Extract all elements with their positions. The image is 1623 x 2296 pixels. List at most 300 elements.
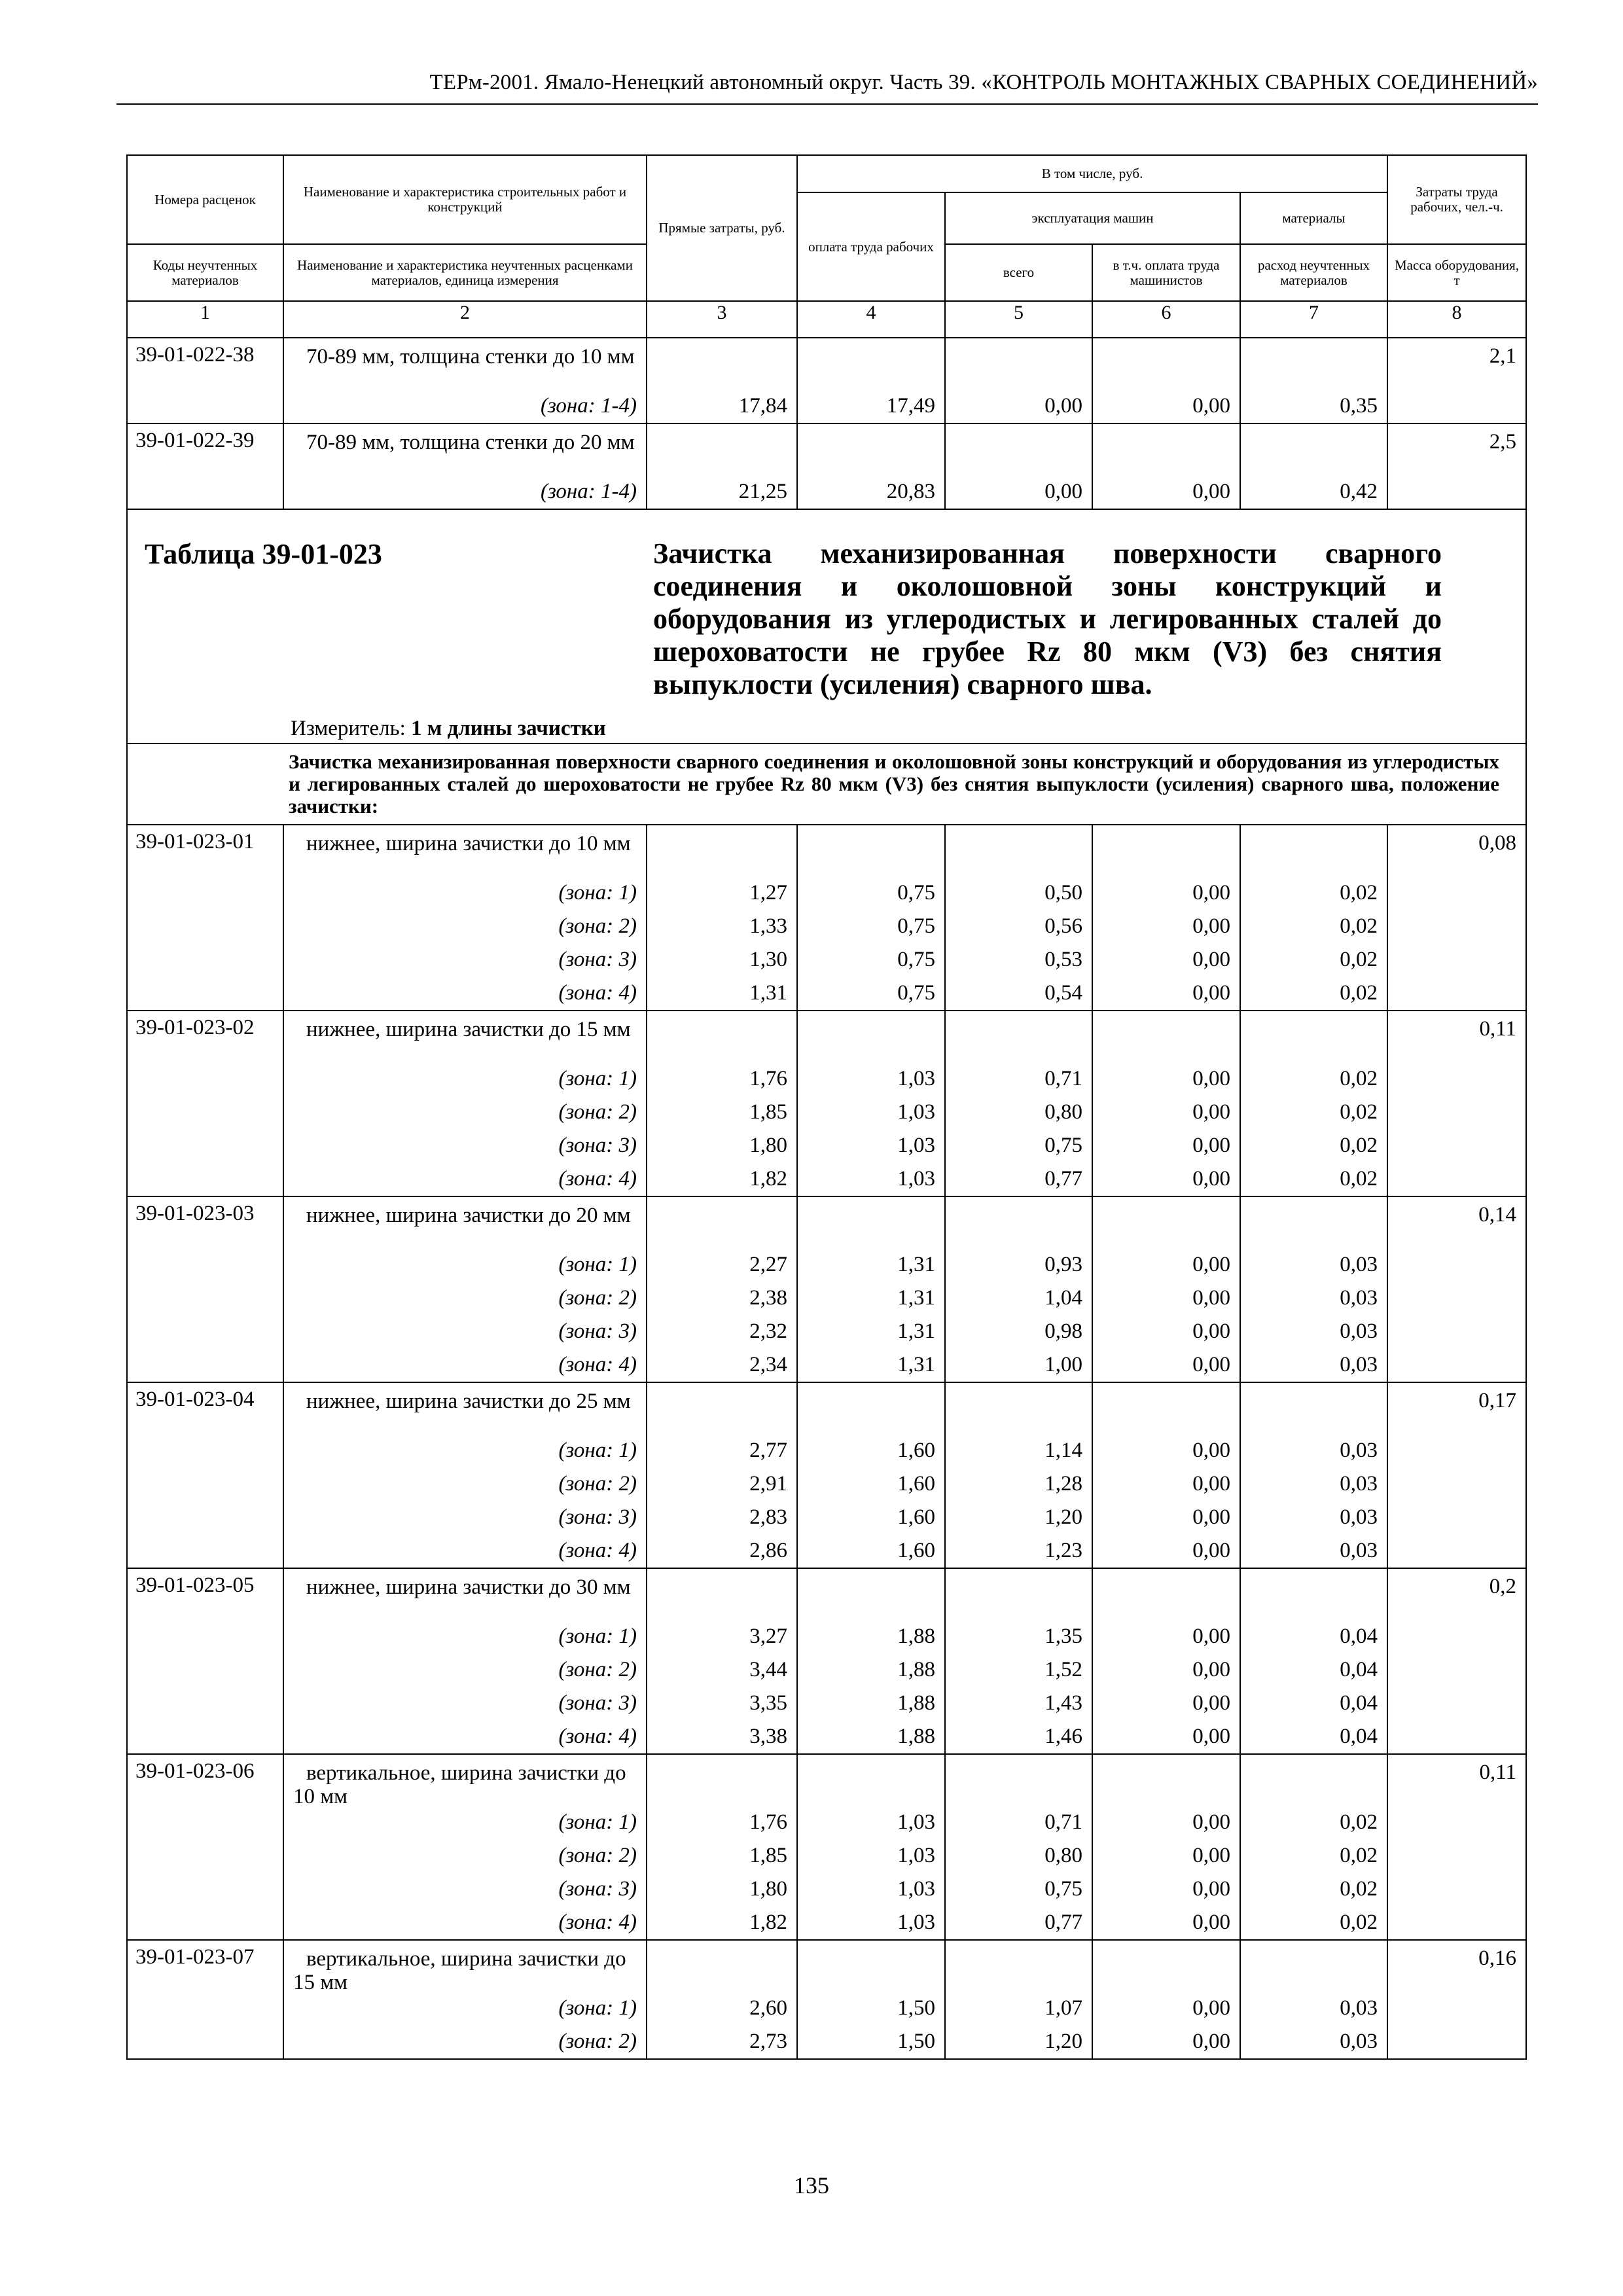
materials-cost: 0,02 bbox=[1340, 1067, 1378, 1090]
rate-code-cell bbox=[127, 1196, 283, 1382]
header-col8-top: Затраты труда рабочих, чел.-ч. bbox=[1387, 155, 1526, 244]
machinist-pay-cell bbox=[1092, 1568, 1240, 1754]
materials-cost-cell bbox=[1240, 1568, 1387, 1754]
header-col4: оплата труда рабочих bbox=[797, 192, 945, 301]
machines-total: 0,71 bbox=[1044, 1067, 1082, 1090]
labor-hours: 0,17 bbox=[1478, 1389, 1517, 1412]
labor-hours-cell bbox=[1387, 825, 1526, 1011]
zone-label: (зона: 3) bbox=[558, 1134, 637, 1157]
materials-cost: 0,02 bbox=[1340, 914, 1378, 938]
materials-cost: 0,03 bbox=[1340, 1439, 1378, 1462]
labor-pay: 0,75 bbox=[897, 981, 935, 1005]
labor-pay-cell bbox=[797, 825, 945, 1011]
work-name: вертикальное, ширина зачистки до 15 мм bbox=[293, 1947, 626, 1994]
materials-cost: 0,02 bbox=[1340, 981, 1378, 1005]
price-row bbox=[127, 825, 1526, 1011]
machines-total: 0,98 bbox=[1044, 1319, 1082, 1343]
machines-total: 0,00 bbox=[1044, 480, 1082, 503]
direct-cost-cell bbox=[647, 1940, 797, 2059]
machinist-pay: 0,00 bbox=[1192, 1910, 1230, 1934]
rate-code: 39-01-023-04 bbox=[135, 1388, 255, 1411]
materials-cost: 0,02 bbox=[1340, 1167, 1378, 1191]
labor-hours: 0,16 bbox=[1478, 1946, 1517, 1970]
header-machines: эксплуатация машин bbox=[945, 192, 1240, 244]
work-name: вертикальное, ширина зачистки до 10 мм bbox=[293, 1761, 626, 1808]
zone-label: (зона: 3) bbox=[558, 1505, 637, 1529]
column-number: 7 bbox=[1240, 301, 1387, 338]
direct-cost: 3,38 bbox=[749, 1725, 787, 1748]
zone-label: (зона: 1) bbox=[558, 881, 637, 905]
labor-pay: 17,49 bbox=[886, 394, 935, 418]
measure-label: Измеритель: bbox=[291, 717, 412, 740]
column-numbers-row bbox=[127, 301, 1526, 338]
labor-pay: 1,03 bbox=[897, 1910, 935, 1934]
rate-code-cell bbox=[127, 825, 283, 1011]
materials-cost: 0,35 bbox=[1340, 394, 1378, 418]
group-description: Зачистка механизированная поверхности сварного соединения и околошовной зоны конструкций и оборудования из углеродистых и легированных сталей до шероховатости не грубее Rz 80 мкм (V3) без снятия выпуклости (усиления) сварного шва, положение зачистки: bbox=[283, 744, 1526, 825]
machines-total: 1,43 bbox=[1044, 1691, 1082, 1715]
machinist-pay-cell bbox=[1092, 825, 1240, 1011]
machinist-pay: 0,00 bbox=[1192, 1691, 1230, 1715]
materials-cost-cell bbox=[1240, 1754, 1387, 1940]
zone-label: (зона: 1-4) bbox=[540, 480, 637, 503]
zone-label: (зона: 4) bbox=[558, 1910, 637, 1934]
labor-hours: 2,1 bbox=[1489, 344, 1517, 368]
machines-total-cell bbox=[945, 1940, 1092, 2059]
materials-cost: 0,03 bbox=[1340, 1996, 1378, 2020]
rate-code: 39-01-023-02 bbox=[135, 1016, 255, 1039]
labor-pay: 1,88 bbox=[897, 1691, 935, 1715]
zone-label: (зона: 3) bbox=[558, 1877, 637, 1901]
materials-cost-cell bbox=[1240, 338, 1387, 423]
materials-cost: 0,03 bbox=[1340, 1539, 1378, 1562]
labor-hours-cell bbox=[1387, 1196, 1526, 1382]
measure-value: 1 м длины зачистки bbox=[411, 717, 606, 740]
zone-label: (зона: 1-4) bbox=[540, 394, 637, 418]
labor-pay: 0,75 bbox=[897, 914, 935, 938]
machinist-pay: 0,00 bbox=[1192, 1319, 1230, 1343]
column-number: 1 bbox=[127, 301, 283, 338]
machines-total: 1,20 bbox=[1044, 2030, 1082, 2053]
header-col2-bottom: Наименование и характеристика неучтенных расценками материалов, единица измерения bbox=[283, 244, 647, 301]
direct-cost-cell bbox=[647, 1196, 797, 1382]
materials-cost: 0,03 bbox=[1340, 1286, 1378, 1310]
materials-cost-cell bbox=[1240, 825, 1387, 1011]
machinist-pay: 0,00 bbox=[1192, 881, 1230, 905]
machinist-pay: 0,00 bbox=[1192, 1134, 1230, 1157]
machinist-pay: 0,00 bbox=[1192, 1539, 1230, 1562]
labor-hours: 0,11 bbox=[1479, 1017, 1517, 1041]
work-name: 70-89 мм, толщина стенки до 10 мм bbox=[306, 345, 635, 368]
labor-pay: 1,50 bbox=[897, 1996, 935, 2020]
labor-pay-cell bbox=[797, 1754, 945, 1940]
labor-pay-cell bbox=[797, 1196, 945, 1382]
machines-total: 1,23 bbox=[1044, 1539, 1082, 1562]
machinist-pay: 0,00 bbox=[1192, 1658, 1230, 1681]
direct-cost: 1,82 bbox=[749, 1167, 787, 1191]
zone-label: (зона: 2) bbox=[558, 1844, 637, 1867]
zone-label: (зона: 2) bbox=[558, 1472, 637, 1496]
labor-pay: 0,75 bbox=[897, 881, 935, 905]
direct-cost: 2,38 bbox=[749, 1286, 787, 1310]
group-desc-spacer bbox=[127, 744, 283, 825]
direct-cost: 1,80 bbox=[749, 1877, 787, 1901]
header-col6: в т.ч. оплата труда машинистов bbox=[1092, 244, 1240, 301]
machinist-pay: 0,00 bbox=[1192, 1067, 1230, 1090]
price-row bbox=[127, 1754, 1526, 1940]
work-name-cell bbox=[283, 338, 647, 423]
materials-cost: 0,02 bbox=[1340, 1910, 1378, 1934]
direct-cost: 21,25 bbox=[738, 480, 787, 503]
labor-hours-cell bbox=[1387, 1940, 1526, 2059]
rate-code: 39-01-022-39 bbox=[135, 429, 255, 452]
direct-cost: 2,27 bbox=[749, 1253, 787, 1276]
zone-label: (зона: 2) bbox=[558, 1658, 637, 1681]
work-name-cell bbox=[283, 1568, 647, 1754]
machinist-pay: 0,00 bbox=[1192, 1286, 1230, 1310]
labor-pay-cell bbox=[797, 1940, 945, 2059]
direct-cost: 1,80 bbox=[749, 1134, 787, 1157]
direct-cost: 3,35 bbox=[749, 1691, 787, 1715]
labor-pay: 1,50 bbox=[897, 2030, 935, 2053]
header-col1-bottom: Коды неучтенных материалов bbox=[127, 244, 283, 301]
work-name-cell bbox=[283, 1196, 647, 1382]
materials-cost-cell bbox=[1240, 1196, 1387, 1382]
machines-total: 0,93 bbox=[1044, 1253, 1082, 1276]
direct-cost: 2,34 bbox=[749, 1353, 787, 1376]
materials-cost: 0,03 bbox=[1340, 2030, 1378, 2053]
rate-code: 39-01-022-38 bbox=[135, 343, 255, 367]
price-row bbox=[127, 1940, 1526, 2059]
running-head: ТЕРм-2001. Ямало-Ненецкий автономный округ. Часть 39. «КОНТРОЛЬ МОНТАЖНЫХ СВАРНЫХ СОЕДИНЕНИЙ» bbox=[429, 71, 1538, 94]
machines-total: 1,46 bbox=[1044, 1725, 1082, 1748]
zone-label: (зона: 1) bbox=[558, 1439, 637, 1462]
machines-total: 0,75 bbox=[1044, 1134, 1082, 1157]
header-col8-bottom: Масса оборудования, т bbox=[1387, 244, 1526, 301]
machines-total-cell bbox=[945, 1568, 1092, 1754]
materials-cost: 0,03 bbox=[1340, 1472, 1378, 1496]
price-row bbox=[127, 1382, 1526, 1568]
machines-total: 0,75 bbox=[1044, 1877, 1082, 1901]
materials-cost-cell bbox=[1240, 423, 1387, 509]
header-col5: всего bbox=[945, 244, 1092, 301]
zone-label: (зона: 4) bbox=[558, 1539, 637, 1562]
labor-pay: 1,31 bbox=[897, 1286, 935, 1310]
column-number: 4 bbox=[797, 301, 945, 338]
work-name-cell bbox=[283, 1382, 647, 1568]
work-name-cell bbox=[283, 1011, 647, 1196]
header-col1-top: Номера расценок bbox=[127, 155, 283, 244]
labor-pay-cell bbox=[797, 1382, 945, 1568]
table-title-block bbox=[127, 509, 1526, 744]
machines-total-cell bbox=[945, 825, 1092, 1011]
zone-label: (зона: 2) bbox=[558, 1100, 637, 1124]
machines-total: 0,50 bbox=[1044, 881, 1082, 905]
direct-cost: 1,85 bbox=[749, 1100, 787, 1124]
zone-label: (зона: 3) bbox=[558, 948, 637, 971]
rate-code-cell bbox=[127, 1568, 283, 1754]
direct-cost: 2,83 bbox=[749, 1505, 787, 1529]
direct-cost: 3,27 bbox=[749, 1624, 787, 1648]
rate-code-cell bbox=[127, 1940, 283, 2059]
labor-hours: 0,08 bbox=[1478, 831, 1517, 855]
machines-total: 1,35 bbox=[1044, 1624, 1082, 1648]
direct-cost: 3,44 bbox=[749, 1658, 787, 1681]
labor-pay: 0,75 bbox=[897, 948, 935, 971]
direct-cost-cell bbox=[647, 825, 797, 1011]
materials-cost: 0,02 bbox=[1340, 1810, 1378, 1834]
zone-label: (зона: 4) bbox=[558, 1353, 637, 1376]
machines-total: 0,00 bbox=[1044, 394, 1082, 418]
machines-total: 1,00 bbox=[1044, 1353, 1082, 1376]
machinist-pay: 0,00 bbox=[1192, 1505, 1230, 1529]
zone-label: (зона: 4) bbox=[558, 1167, 637, 1191]
work-name: нижнее, ширина зачистки до 15 мм bbox=[306, 1018, 631, 1041]
machines-total: 0,56 bbox=[1044, 914, 1082, 938]
direct-cost: 1,33 bbox=[749, 914, 787, 938]
materials-cost-cell bbox=[1240, 1940, 1387, 2059]
header-rule bbox=[116, 103, 1538, 105]
labor-hours-cell bbox=[1387, 1568, 1526, 1754]
machines-total: 0,77 bbox=[1044, 1910, 1082, 1934]
labor-hours-cell bbox=[1387, 423, 1526, 509]
direct-cost: 1,85 bbox=[749, 1844, 787, 1867]
materials-cost: 0,04 bbox=[1340, 1691, 1378, 1715]
machines-total-cell bbox=[945, 1754, 1092, 1940]
direct-cost: 17,84 bbox=[738, 394, 787, 418]
direct-cost: 1,76 bbox=[749, 1067, 787, 1090]
machines-total-cell bbox=[945, 1196, 1092, 1382]
column-number: 2 bbox=[283, 301, 647, 338]
labor-pay-cell bbox=[797, 338, 945, 423]
price-table bbox=[126, 154, 1527, 2060]
machines-total: 1,07 bbox=[1044, 1996, 1082, 2020]
materials-cost: 0,04 bbox=[1340, 1725, 1378, 1748]
machinist-pay: 0,00 bbox=[1192, 480, 1230, 503]
machines-total: 1,20 bbox=[1044, 1505, 1082, 1529]
machinist-pay-cell bbox=[1092, 1382, 1240, 1568]
labor-pay-cell bbox=[797, 1011, 945, 1196]
column-number: 8 bbox=[1387, 301, 1526, 338]
header-col3: Прямые затраты, руб. bbox=[647, 155, 797, 301]
machinist-pay: 0,00 bbox=[1192, 981, 1230, 1005]
labor-pay: 1,31 bbox=[897, 1353, 935, 1376]
machinist-pay: 0,00 bbox=[1192, 394, 1230, 418]
labor-pay: 20,83 bbox=[886, 480, 935, 503]
machinist-pay: 0,00 bbox=[1192, 1810, 1230, 1834]
materials-cost: 0,03 bbox=[1340, 1253, 1378, 1276]
zone-label: (зона: 2) bbox=[558, 914, 637, 938]
machinist-pay-cell bbox=[1092, 338, 1240, 423]
materials-cost: 0,02 bbox=[1340, 881, 1378, 905]
rate-code-cell bbox=[127, 423, 283, 509]
machinist-pay: 0,00 bbox=[1192, 1624, 1230, 1648]
machines-total: 0,77 bbox=[1044, 1167, 1082, 1191]
labor-hours-cell bbox=[1387, 1011, 1526, 1196]
machines-total-cell bbox=[945, 423, 1092, 509]
materials-cost: 0,02 bbox=[1340, 1844, 1378, 1867]
labor-pay: 1,03 bbox=[897, 1844, 935, 1867]
labor-pay: 1,60 bbox=[897, 1539, 935, 1562]
rate-code: 39-01-023-03 bbox=[135, 1202, 255, 1225]
materials-cost: 0,02 bbox=[1340, 1100, 1378, 1124]
rate-code: 39-01-023-01 bbox=[135, 830, 255, 853]
direct-cost: 2,60 bbox=[749, 1996, 787, 2020]
machines-total-cell bbox=[945, 338, 1092, 423]
labor-pay: 1,88 bbox=[897, 1658, 935, 1681]
labor-pay: 1,03 bbox=[897, 1134, 935, 1157]
materials-cost: 0,03 bbox=[1340, 1505, 1378, 1529]
labor-pay: 1,88 bbox=[897, 1725, 935, 1748]
direct-cost: 1,27 bbox=[749, 881, 787, 905]
zone-label: (зона: 3) bbox=[558, 1691, 637, 1715]
machines-total: 0,80 bbox=[1044, 1100, 1082, 1124]
labor-pay: 1,03 bbox=[897, 1167, 935, 1191]
column-number: 5 bbox=[945, 301, 1092, 338]
labor-pay: 1,60 bbox=[897, 1472, 935, 1496]
labor-pay: 1,31 bbox=[897, 1319, 935, 1343]
work-name-cell bbox=[283, 825, 647, 1011]
machines-total-cell bbox=[945, 1011, 1092, 1196]
materials-cost: 0,02 bbox=[1340, 1877, 1378, 1901]
work-name-cell bbox=[283, 1754, 647, 1940]
machines-total-cell bbox=[945, 1382, 1092, 1568]
table-number: Таблица 39-01-023 bbox=[145, 538, 382, 570]
direct-cost: 2,91 bbox=[749, 1472, 787, 1496]
labor-pay-cell bbox=[797, 1568, 945, 1754]
zone-label: (зона: 1) bbox=[558, 1996, 637, 2020]
labor-hours: 2,5 bbox=[1489, 430, 1517, 454]
machinist-pay-cell bbox=[1092, 1011, 1240, 1196]
machinist-pay: 0,00 bbox=[1192, 1725, 1230, 1748]
price-row bbox=[127, 1011, 1526, 1196]
direct-cost: 2,77 bbox=[749, 1439, 787, 1462]
direct-cost-cell bbox=[647, 1568, 797, 1754]
machinist-pay-cell bbox=[1092, 423, 1240, 509]
materials-cost: 0,04 bbox=[1340, 1624, 1378, 1648]
materials-cost-cell bbox=[1240, 1382, 1387, 1568]
materials-cost: 0,03 bbox=[1340, 1319, 1378, 1343]
machinist-pay: 0,00 bbox=[1192, 1439, 1230, 1462]
direct-cost-cell bbox=[647, 338, 797, 423]
direct-cost-cell bbox=[647, 1011, 797, 1196]
header-including: В том числе, руб. bbox=[797, 155, 1387, 192]
previous-table-rows bbox=[127, 338, 1526, 509]
labor-hours-cell bbox=[1387, 338, 1526, 423]
work-name: нижнее, ширина зачистки до 20 мм bbox=[306, 1204, 631, 1227]
labor-hours: 0,14 bbox=[1478, 1203, 1517, 1227]
machinist-pay: 0,00 bbox=[1192, 1100, 1230, 1124]
rate-code-cell bbox=[127, 1382, 283, 1568]
machinist-pay: 0,00 bbox=[1192, 1253, 1230, 1276]
labor-hours-cell bbox=[1387, 1382, 1526, 1568]
rate-code-cell bbox=[127, 1754, 283, 1940]
price-rows bbox=[127, 825, 1526, 2059]
machinist-pay: 0,00 bbox=[1192, 1353, 1230, 1376]
work-name: 70-89 мм, толщина стенки до 20 мм bbox=[306, 431, 635, 454]
labor-hours: 0,2 bbox=[1489, 1575, 1517, 1598]
zone-label: (зона: 4) bbox=[558, 981, 637, 1005]
page-number: 135 bbox=[794, 2172, 829, 2198]
machines-total: 1,04 bbox=[1044, 1286, 1082, 1310]
machinist-pay: 0,00 bbox=[1192, 1167, 1230, 1191]
zone-label: (зона: 1) bbox=[558, 1624, 637, 1648]
header-col2-top: Наименование и характеристика строительных работ и конструкций bbox=[283, 155, 647, 244]
machines-total: 1,52 bbox=[1044, 1658, 1082, 1681]
column-number: 3 bbox=[647, 301, 797, 338]
machinist-pay: 0,00 bbox=[1192, 914, 1230, 938]
labor-pay: 1,88 bbox=[897, 1624, 935, 1648]
direct-cost: 1,30 bbox=[749, 948, 787, 971]
zone-label: (зона: 3) bbox=[558, 1319, 637, 1343]
work-name-cell bbox=[283, 1940, 647, 2059]
machines-total: 0,71 bbox=[1044, 1810, 1082, 1834]
machines-total: 0,54 bbox=[1044, 981, 1082, 1005]
labor-pay-cell bbox=[797, 423, 945, 509]
machinist-pay-cell bbox=[1092, 1754, 1240, 1940]
materials-cost: 0,03 bbox=[1340, 1353, 1378, 1376]
labor-pay: 1,03 bbox=[897, 1877, 935, 1901]
machines-total: 0,53 bbox=[1044, 948, 1082, 971]
rate-code-cell bbox=[127, 338, 283, 423]
labor-pay: 1,60 bbox=[897, 1505, 935, 1529]
zone-label: (зона: 1) bbox=[558, 1067, 637, 1090]
machinist-pay: 0,00 bbox=[1192, 2030, 1230, 2053]
materials-cost-cell bbox=[1240, 1011, 1387, 1196]
direct-cost-cell bbox=[647, 1754, 797, 1940]
direct-cost-cell bbox=[647, 423, 797, 509]
header-materials: материалы bbox=[1240, 192, 1387, 244]
machines-total: 0,80 bbox=[1044, 1844, 1082, 1867]
labor-pay: 1,03 bbox=[897, 1100, 935, 1124]
direct-cost: 1,82 bbox=[749, 1910, 787, 1934]
machinist-pay-cell bbox=[1092, 1940, 1240, 2059]
direct-cost: 2,73 bbox=[749, 2030, 787, 2053]
machines-total: 1,14 bbox=[1044, 1439, 1082, 1462]
zone-label: (зона: 2) bbox=[558, 2030, 637, 2053]
direct-cost: 2,32 bbox=[749, 1319, 787, 1343]
direct-cost-cell bbox=[647, 1382, 797, 1568]
machinist-pay: 0,00 bbox=[1192, 1877, 1230, 1901]
direct-cost: 1,76 bbox=[749, 1810, 787, 1834]
materials-cost: 0,04 bbox=[1340, 1658, 1378, 1681]
work-name: нижнее, ширина зачистки до 25 мм bbox=[306, 1390, 631, 1413]
labor-pay: 1,03 bbox=[897, 1810, 935, 1834]
price-row bbox=[127, 1196, 1526, 1382]
rate-code: 39-01-023-05 bbox=[135, 1573, 255, 1597]
machinist-pay-cell bbox=[1092, 1196, 1240, 1382]
materials-cost: 0,02 bbox=[1340, 948, 1378, 971]
labor-pay: 1,31 bbox=[897, 1253, 935, 1276]
work-name: нижнее, ширина зачистки до 10 мм bbox=[306, 832, 631, 855]
labor-hours-cell bbox=[1387, 1754, 1526, 1940]
direct-cost: 2,86 bbox=[749, 1539, 787, 1562]
price-row bbox=[127, 423, 1526, 509]
rate-code: 39-01-023-06 bbox=[135, 1759, 255, 1783]
labor-pay: 1,03 bbox=[897, 1067, 935, 1090]
labor-hours: 0,11 bbox=[1479, 1761, 1517, 1784]
machinist-pay: 0,00 bbox=[1192, 1472, 1230, 1496]
table-title: Зачистка механизированная поверхности сварного соединения и околошовной зоны конструкций и оборудования из углеродистых и легированных сталей до шероховатости не грубее Rz 80 мкм (V3) без снятия выпуклости (усиления) сварного шва. bbox=[653, 537, 1442, 700]
header-col7: расход неучтенных материалов bbox=[1240, 244, 1387, 301]
work-name-cell bbox=[283, 423, 647, 509]
zone-label: (зона: 4) bbox=[558, 1725, 637, 1748]
materials-cost: 0,02 bbox=[1340, 1134, 1378, 1157]
zone-label: (зона: 2) bbox=[558, 1286, 637, 1310]
zone-label: (зона: 1) bbox=[558, 1810, 637, 1834]
machinist-pay: 0,00 bbox=[1192, 948, 1230, 971]
work-name: нижнее, ширина зачистки до 30 мм bbox=[306, 1575, 631, 1599]
